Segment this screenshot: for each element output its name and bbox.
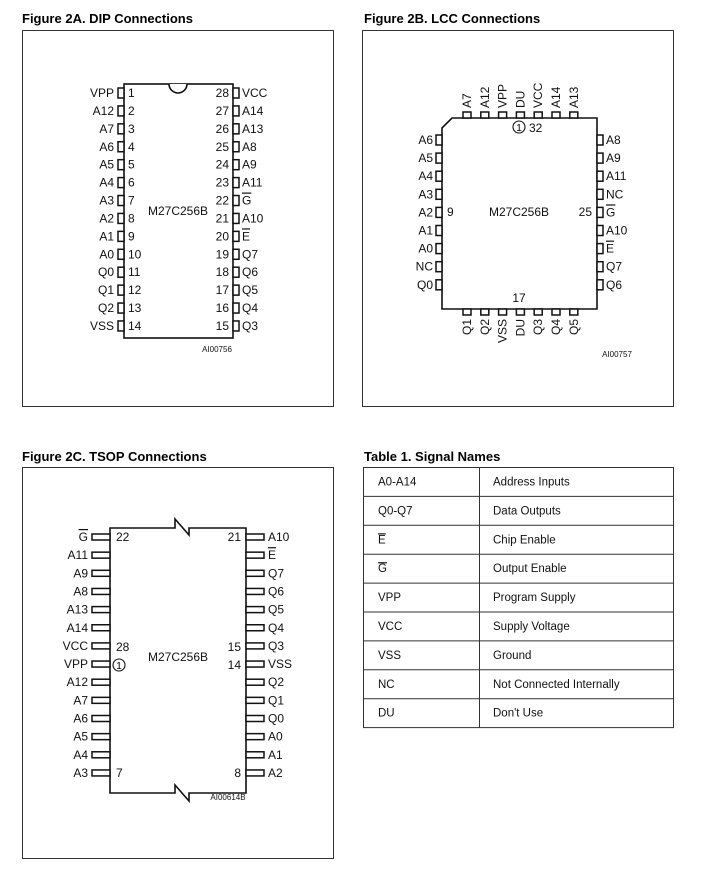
- tsop-left-pin-label: A8: [73, 584, 88, 599]
- dip-pin-label: Q1: [97, 283, 114, 298]
- table-description-cell: Data Outputs: [493, 505, 561, 518]
- tsop-pin1-marker: 1: [116, 661, 122, 672]
- dip-pin-28: [233, 88, 239, 98]
- lcc-left-pin: [436, 207, 442, 217]
- lcc-left-pin-label: Q0: [416, 277, 433, 292]
- dip-pin-label: Q3: [242, 318, 259, 333]
- tsop-right-pin-label: A2: [268, 765, 283, 780]
- dip-pin-number: 9: [128, 229, 135, 244]
- lcc-bottom-pin-label: Q4: [549, 319, 563, 336]
- tsop-right-pin: [246, 643, 264, 649]
- dip-pin-label: A5: [99, 157, 114, 172]
- tsop-right-pin-label: E: [268, 548, 277, 563]
- tsop-left-pin-label: A12: [66, 675, 88, 690]
- lcc-left-pin-label: A5: [418, 151, 433, 166]
- tsop-left-pin-label: G: [78, 530, 88, 544]
- tsop-right-pin: [246, 661, 264, 667]
- lcc-right-pin-label: A10: [606, 223, 628, 238]
- dip-pin-number: 22: [215, 193, 229, 208]
- tsop-left-pin: [92, 607, 110, 613]
- lcc-top-pin-label: A14: [549, 86, 563, 108]
- dip-pin-21: [233, 213, 239, 223]
- dip-pin-11: [118, 267, 124, 277]
- dip-pin-number: 14: [128, 318, 142, 333]
- lcc-top-pin: [516, 112, 524, 118]
- dip-pin-label: A11: [242, 175, 263, 190]
- dip-pin-label: A12: [92, 103, 114, 118]
- lcc-bottom-pin: [516, 309, 524, 315]
- tsop-left-pin: [92, 716, 110, 722]
- lcc-right-pin-label: Q7: [606, 259, 623, 274]
- lcc-bottom-pin: [499, 309, 507, 315]
- tsop-right-pin: [246, 534, 264, 540]
- dip-pin-27: [233, 106, 239, 116]
- lcc-bottom-pin: [481, 309, 489, 315]
- lcc-left-pin-label: A2: [418, 205, 433, 220]
- dip-pin-6: [118, 178, 124, 188]
- lcc-top-pin: [481, 112, 489, 118]
- tsop-right-pin-label: Q7: [268, 566, 285, 581]
- lcc-right-pin-label: A11: [606, 169, 627, 184]
- lcc-right-pin: [597, 189, 603, 199]
- dip-pin-7: [118, 196, 124, 206]
- dip-pin-number: 18: [215, 265, 229, 280]
- dip-pin-15: [233, 321, 239, 331]
- table-1-title: Table 1. Signal Names: [364, 449, 501, 464]
- tsop-right-pin: [246, 752, 264, 758]
- lcc-left-pin: [436, 189, 442, 199]
- dip-pin-20: [233, 231, 239, 241]
- lcc-top-pin: [534, 112, 542, 118]
- tsop-right-pin-label: Q2: [268, 675, 285, 690]
- tsop-left-pin-label: A11: [67, 548, 88, 563]
- table-signal-cell: E: [378, 534, 386, 547]
- dip-pin-label: A3: [99, 193, 114, 208]
- lcc-top-pin-label: VPP: [495, 83, 510, 108]
- lcc-pin-25: 25: [578, 205, 592, 219]
- dip-pin-label: A8: [242, 139, 257, 154]
- tsop-left-pin-label: A13: [66, 602, 88, 617]
- tsop-left-pin: [92, 734, 110, 740]
- table-signal-cell: Q0-Q7: [378, 505, 413, 518]
- table-description-cell: Don't Use: [493, 707, 544, 720]
- tsop-pin-14: 14: [227, 658, 241, 672]
- dip-package: [90, 84, 268, 354]
- tsop-right-pin-label: A1: [268, 747, 283, 762]
- lcc-bottom-pin-label: Q3: [531, 319, 546, 336]
- dip-pin-label: A7: [99, 121, 114, 136]
- lcc-right-pin: [597, 244, 603, 254]
- dip-pin-label: Q4: [242, 301, 259, 316]
- table-signal-cell: NC: [378, 678, 395, 691]
- tsop-right-pin: [246, 770, 264, 776]
- tsop-left-pin: [92, 643, 110, 649]
- lcc-top-pin: [552, 112, 560, 118]
- tsop-left-pin: [92, 770, 110, 776]
- dip-pin-label: A1: [99, 229, 114, 244]
- tsop-left-pin-label: VCC: [62, 638, 88, 653]
- dip-pin-8: [118, 213, 124, 223]
- tsop-package: [63, 519, 292, 802]
- tsop-left-pin: [92, 552, 110, 558]
- dip-pin-14: [118, 321, 124, 331]
- dip-pin-number: 10: [128, 247, 142, 262]
- dip-pin-label: A10: [242, 211, 264, 226]
- lcc-top-pin-label: A13: [566, 86, 581, 108]
- dip-pin-number: 24: [215, 157, 229, 172]
- tsop-left-pin-label: A6: [73, 711, 88, 726]
- lcc-left-pin-label: A3: [418, 187, 433, 202]
- dip-pin-3: [118, 124, 124, 134]
- tsop-right-pin-label: VSS: [268, 657, 293, 672]
- table-description-cell: Ground: [493, 649, 532, 662]
- table-signal-cell: VSS: [378, 649, 402, 662]
- dip-pin-number: 19: [215, 247, 229, 262]
- dip-pin-22: [233, 196, 239, 206]
- table-description-cell: Output Enable: [493, 563, 567, 576]
- tsop-left-pin-label: A9: [73, 566, 88, 581]
- dip-pin-number: 27: [215, 103, 229, 118]
- dip-pin-number: 6: [128, 175, 135, 190]
- dip-pin-number: 2: [128, 103, 135, 118]
- tsop-right-pin: [246, 607, 264, 613]
- dip-pin-label: VPP: [89, 86, 114, 100]
- figure-2c-title: Figure 2C. TSOP Connections: [22, 449, 207, 464]
- lcc-bottom-pin: [570, 309, 578, 315]
- dip-pin-label: Q0: [97, 265, 114, 280]
- dip-pin-18: [233, 267, 239, 277]
- table-description-cell: Supply Voltage: [493, 621, 570, 633]
- dip-pin-number: 12: [128, 283, 142, 298]
- tsop-pin-8: 8: [234, 766, 241, 780]
- lcc-top-pin-label: DU: [513, 90, 528, 108]
- tsop-left-pin: [92, 679, 110, 685]
- table-signal-cell: A0-A14: [378, 476, 417, 489]
- tsop-left-pin: [92, 697, 110, 703]
- tsop-left-pin-label: A14: [66, 620, 88, 635]
- tsop-right-pin-label: Q0: [268, 711, 285, 726]
- dip-pin-label: Q5: [242, 283, 259, 298]
- dip-pin-number: 1: [128, 86, 135, 100]
- dip-pin-number: 7: [128, 193, 135, 208]
- dip-pin-1: [118, 88, 124, 98]
- lcc-left-pin-label: A4: [418, 169, 433, 184]
- dip-pin-number: 17: [215, 283, 229, 298]
- table-signal-cell: DU: [378, 707, 395, 720]
- lcc-pin1-marker: 1: [516, 123, 522, 134]
- dip-pin-number: 5: [128, 157, 135, 172]
- lcc-right-pin-label: Q6: [606, 277, 623, 292]
- lcc-right-pin: [597, 171, 603, 181]
- lcc-bottom-pin-label: Q2: [477, 319, 492, 336]
- dip-pin-number: 3: [128, 121, 135, 136]
- dip-pin-label: A2: [99, 211, 114, 226]
- lcc-left-pin-label: A6: [418, 133, 433, 147]
- dip-pin-label: VSS: [89, 318, 114, 333]
- tsop-right-pin-label: Q1: [268, 693, 285, 708]
- dip-pin-16: [233, 303, 239, 313]
- dip-pin-13: [118, 303, 124, 313]
- lcc-right-pin-label: A9: [606, 151, 621, 166]
- dip-pin-5: [118, 160, 124, 170]
- lcc-bottom-pin-label: DU: [513, 319, 528, 337]
- tsop-left-pin: [92, 752, 110, 758]
- dip-pin-12: [118, 285, 124, 295]
- lcc-ref-code: AI00757: [602, 350, 632, 359]
- dip-pin-24: [233, 160, 239, 170]
- lcc-bottom-pin: [534, 309, 542, 315]
- tsop-right-pin: [246, 588, 264, 594]
- tsop-left-pin-label: VPP: [63, 657, 88, 672]
- tsop-right-pin: [246, 679, 264, 685]
- dip-pin-number: 11: [128, 265, 141, 280]
- lcc-left-pin: [436, 171, 442, 181]
- dip-pin-2: [118, 106, 124, 116]
- signal-names-table: [364, 468, 674, 728]
- tsop-left-pin-label: A3: [73, 765, 88, 780]
- dip-pin-number: 21: [215, 211, 229, 226]
- tsop-right-pin-label: Q3: [268, 638, 285, 653]
- dip-pin-17: [233, 285, 239, 295]
- figure-2a-title: Figure 2A. DIP Connections: [22, 11, 193, 26]
- dip-pin-19: [233, 249, 239, 259]
- dip-pin-number: 16: [215, 301, 229, 316]
- dip-pin-number: 8: [128, 211, 135, 226]
- tsop-right-pin: [246, 716, 264, 722]
- lcc-left-pin: [436, 280, 442, 290]
- tsop-ref-code: AI00614B: [210, 793, 246, 802]
- dip-pin-number: 25: [215, 139, 229, 154]
- dip-pin-number: 28: [215, 86, 229, 100]
- tsop-pin-21: 21: [227, 530, 241, 544]
- dip-pin-label: A6: [99, 139, 114, 154]
- lcc-right-pin: [597, 135, 603, 145]
- tsop-right-pin-label: A10: [268, 530, 290, 544]
- tsop-right-pin: [246, 734, 264, 740]
- tsop-left-pin: [92, 588, 110, 594]
- dip-pin-number: 15: [215, 318, 229, 333]
- lcc-bottom-pin-label: Q5: [566, 319, 581, 336]
- tsop-right-pin-label: Q5: [268, 602, 285, 617]
- lcc-bottom-pin-label: VSS: [495, 319, 510, 344]
- dip-pin-label: A0: [99, 247, 114, 262]
- lcc-pin-9: 9: [447, 205, 454, 219]
- tsop-left-pin: [92, 534, 110, 540]
- tsop-chip-name: M27C256B: [147, 650, 209, 664]
- tsop-pin-22: 22: [116, 530, 130, 544]
- table-signal-cell: VCC: [378, 621, 403, 633]
- lcc-right-pin-label: NC: [606, 187, 624, 202]
- dip-pin-label: A14: [242, 103, 264, 118]
- dip-pin-label: VCC: [242, 86, 268, 100]
- lcc-left-pin: [436, 153, 442, 163]
- lcc-right-pin: [597, 280, 603, 290]
- dip-pin-number: 20: [215, 229, 229, 244]
- lcc-top-pin: [570, 112, 578, 118]
- dip-pin-9: [118, 231, 124, 241]
- lcc-right-pin: [597, 226, 603, 236]
- lcc-left-pin-label: A1: [418, 223, 433, 238]
- dip-pin-label: E: [242, 229, 251, 244]
- tsop-right-pin-label: Q4: [268, 620, 285, 635]
- tsop-pin-28: 28: [116, 640, 130, 654]
- tsop-right-pin-label: Q6: [268, 584, 285, 599]
- lcc-right-pin: [597, 153, 603, 163]
- dip-pin-number: 4: [128, 139, 135, 154]
- lcc-left-pin-label: NC: [415, 259, 433, 274]
- dip-pin-number: 23: [215, 175, 229, 190]
- lcc-pin-32: 32: [529, 121, 543, 135]
- dip-pin-label: Q6: [242, 265, 259, 280]
- lcc-right-pin-label: E: [606, 241, 615, 256]
- figure-2b-title: Figure 2B. LCC Connections: [364, 11, 541, 26]
- dip-pin-label: A13: [242, 121, 264, 136]
- tsop-right-pin: [246, 625, 264, 631]
- dip-pin-label: A9: [242, 157, 257, 172]
- tsop-left-pin: [92, 661, 110, 667]
- table-description-cell: Not Connected Internally: [493, 678, 620, 691]
- dip-pin-number: 26: [215, 121, 229, 136]
- dip-pin-label: Q2: [97, 301, 114, 316]
- table-description-cell: Address Inputs: [493, 476, 570, 489]
- lcc-right-pin: [597, 262, 603, 272]
- lcc-bottom-pin: [552, 309, 560, 315]
- lcc-right-pin: [597, 207, 603, 217]
- lcc-top-pin-label: VCC: [531, 82, 546, 108]
- lcc-right-pin-label: A8: [606, 133, 621, 147]
- dip-pin-10: [118, 249, 124, 259]
- dip-pin-label: G: [242, 193, 252, 208]
- dip-pin-number: 13: [128, 301, 142, 316]
- lcc-left-pin: [436, 135, 442, 145]
- lcc-right-pin-label: G: [606, 205, 616, 220]
- lcc-pin-17: 17: [512, 291, 526, 305]
- lcc-package: [416, 82, 633, 359]
- dip-pin-label: A4: [99, 175, 114, 190]
- lcc-left-pin-label: A0: [418, 241, 433, 256]
- dip-pin-label: Q7: [242, 247, 259, 262]
- tsop-right-pin: [246, 570, 264, 576]
- tsop-left-pin-label: A5: [73, 729, 88, 744]
- lcc-top-pin: [499, 112, 507, 118]
- lcc-chip-name: M27C256B: [488, 205, 550, 219]
- tsop-right-pin-label: A0: [268, 729, 283, 744]
- tsop-left-pin: [92, 570, 110, 576]
- tsop-left-pin-label: A7: [73, 693, 88, 708]
- dip-pin-25: [233, 142, 239, 152]
- lcc-left-pin: [436, 244, 442, 254]
- tsop-left-pin-label: A4: [73, 747, 88, 762]
- table-signal-cell: VPP: [378, 592, 402, 605]
- lcc-left-pin: [436, 262, 442, 272]
- lcc-top-pin-label: A7: [460, 93, 474, 108]
- dip-pin-23: [233, 178, 239, 188]
- lcc-bottom-pin: [463, 309, 471, 315]
- lcc-top-pin-label: A12: [477, 86, 492, 108]
- tsop-right-pin: [246, 552, 264, 558]
- lcc-left-pin: [436, 226, 442, 236]
- dip-pin-4: [118, 142, 124, 152]
- lcc-top-pin: [463, 112, 471, 118]
- tsop-pin-15: 15: [227, 640, 241, 654]
- tsop-right-pin: [246, 697, 264, 703]
- dip-pin-26: [233, 124, 239, 134]
- dip-chip-name: M27C256B: [147, 204, 209, 218]
- table-description-cell: Program Supply: [493, 592, 576, 605]
- table-signal-cell: G: [378, 563, 387, 576]
- tsop-pin-7: 7: [116, 766, 123, 780]
- lcc-bottom-pin-label: Q1: [460, 319, 474, 336]
- tsop-left-pin: [92, 625, 110, 631]
- table-description-cell: Chip Enable: [493, 534, 556, 547]
- dip-ref-code: AI00756: [202, 345, 232, 354]
